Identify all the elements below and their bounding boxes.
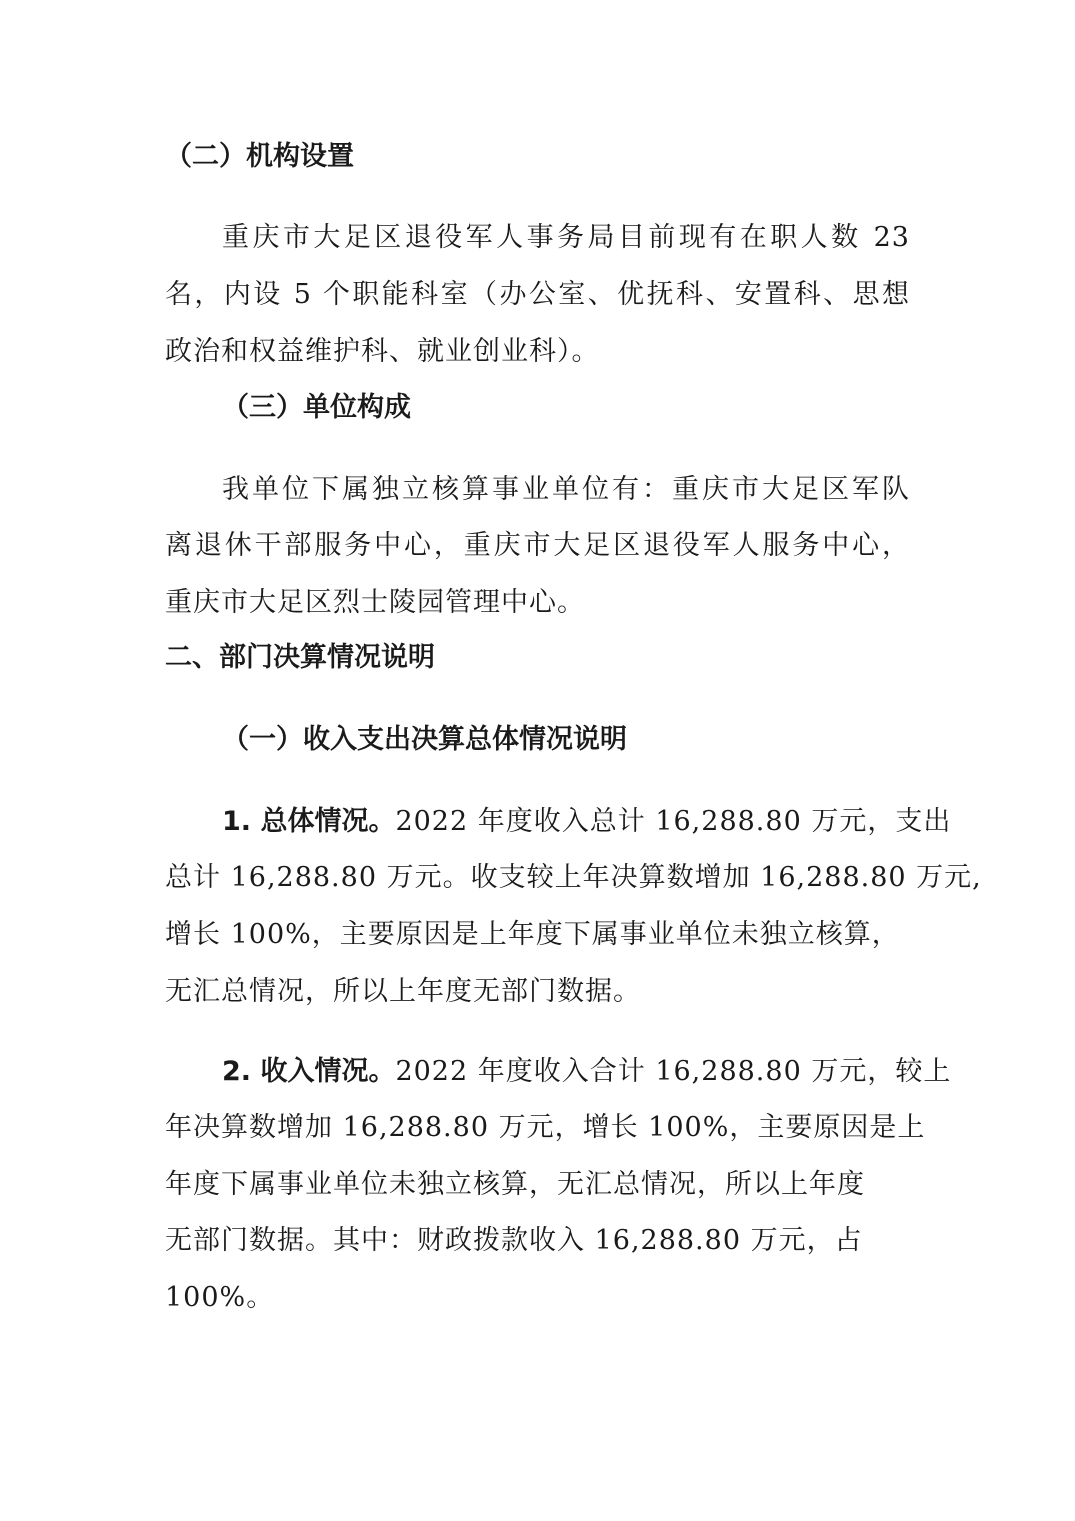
income-paragraph-line-1 [222, 1052, 951, 1092]
overall-paragraph-line-1 [222, 802, 951, 842]
org-paragraph-line-2: 名，内设 5 个职能科室（办公室、优抚科、安置科、思想 [165, 279, 910, 310]
heading-org-setup: （二）机构设置 [165, 141, 354, 172]
overall-line-1-rest: 2022 年度收入总计 16,288.80 万元，支出 [395, 806, 952, 837]
income-paragraph-line-5: 100%。 [165, 1282, 275, 1313]
overall-lead: 1. 总体情况。 [222, 806, 396, 837]
units-paragraph-line-3: 重庆市大足区烈士陵园管理中心。 [165, 587, 585, 618]
overall-paragraph-line-4: 无汇总情况，所以上年度无部门数据。 [165, 976, 641, 1007]
income-paragraph-line-2: 年决算数增加 16,288.80 万元，增长 100%，主要原因是上 [165, 1112, 926, 1143]
heading-unit-composition: （三）单位构成 [222, 392, 411, 423]
org-paragraph-line-1: 重庆市大足区退役军人事务局目前现有在职人数 23 [222, 222, 910, 253]
overall-paragraph-line-2: 总计 16,288.80 万元。收支较上年决算数增加 16,288.80 万元, [165, 862, 982, 893]
units-paragraph-line-1: 我单位下属独立核算事业单位有：重庆市大足区军队 [222, 474, 910, 505]
income-paragraph-line-3: 年度下属事业单位未独立核算，无汇总情况，所以上年度 [165, 1169, 865, 1200]
heading-income-expense-overview: （一）收入支出决算总体情况说明 [222, 724, 627, 755]
income-lead: 2. 收入情况。 [222, 1056, 396, 1087]
overall-paragraph-line-3: 增长 100%，主要原因是上年度下属事业单位未独立核算， [165, 919, 900, 950]
org-paragraph-line-3: 政治和权益维护科、就业创业科）。 [165, 336, 600, 367]
heading-part-two: 二、部门决算情况说明 [165, 642, 435, 673]
units-paragraph-line-2: 离退休干部服务中心，重庆市大足区退役军人服务中心， [165, 530, 910, 561]
income-paragraph-line-4: 无部门数据。其中：财政拨款收入 16,288.80 万元，占 [165, 1225, 863, 1256]
income-line-1-rest: 2022 年度收入合计 16,288.80 万元，较上 [395, 1056, 952, 1087]
